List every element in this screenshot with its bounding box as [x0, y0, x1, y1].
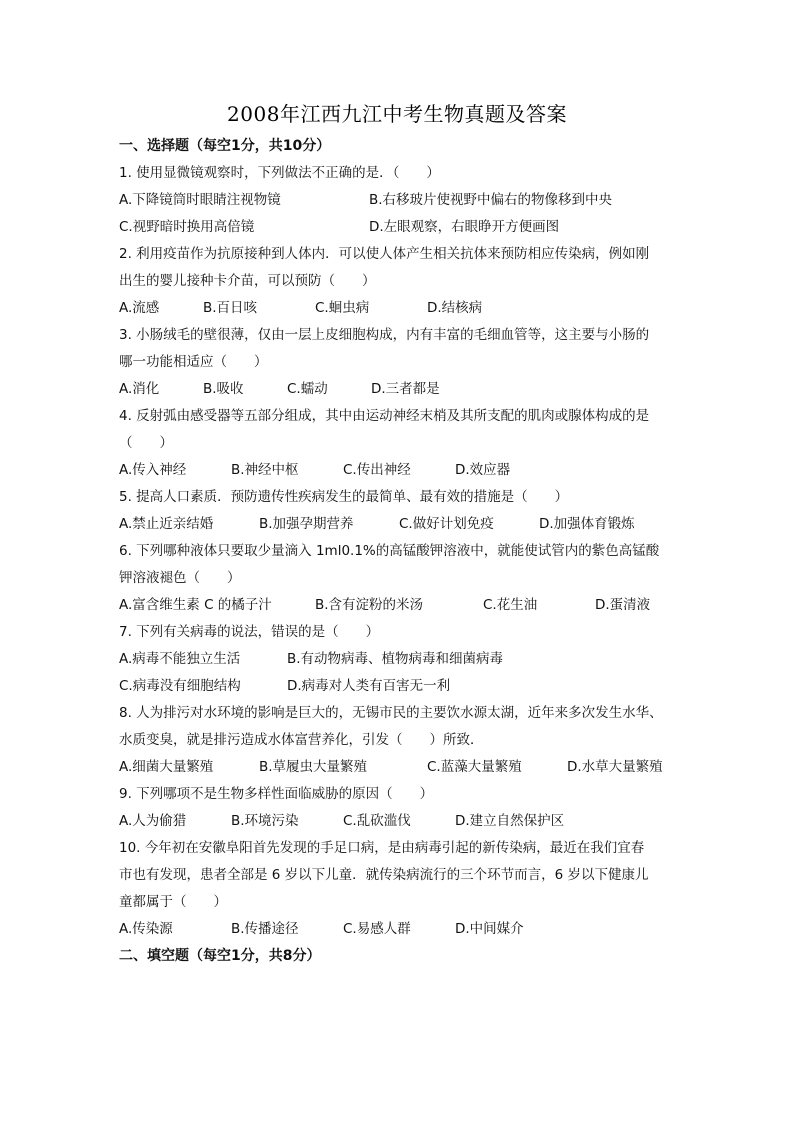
- question-2-text-line1: 2. 利用疫苗作为抗原接种到人体内．可以使人体产生相关抗体来预防相应传染病，例如刚: [119, 246, 650, 262]
- option-c: C.传出神经: [343, 462, 411, 478]
- question-8-text-line1: 8. 人为排污对水环境的影响是巨大的，无锡市民的主要饮水源太湖，近年来多次发生水华、: [119, 705, 663, 721]
- option-c: C.花生油: [483, 597, 538, 613]
- option-b: B.吸收: [203, 381, 244, 397]
- option-d: D.加强体育锻炼: [539, 516, 635, 532]
- question-3-text-line1: 3. 小肠绒毛的壁很薄，仅由一层上皮细胞构成，内有丰富的毛细血管等，这主要与小肠的: [119, 327, 650, 343]
- option-a: A.传入神经: [119, 462, 187, 478]
- option-b: B.传播途径: [231, 921, 299, 937]
- option-c: C.乱砍滥伐: [343, 813, 411, 829]
- option-c: C.易感人群: [343, 921, 411, 937]
- question-1-text: 1. 使用显微镜观察时，下列做法不正确的是．（ ）: [119, 165, 440, 181]
- option-a: A.禁止近亲结婚: [119, 516, 214, 532]
- option-d: D.三者都是: [371, 381, 440, 397]
- question-9-text: 9. 下列哪项不是生物多样性面临威胁的原因（ ）: [119, 786, 434, 802]
- question-4-text-line1: 4. 反射弧由感受器等五部分组成，其中由运动神经末梢及其所支配的肌肉或腺体构成的是: [119, 408, 650, 424]
- option-c: C.做好计划免疫: [399, 516, 494, 532]
- question-4-text-line2: （ ）: [119, 435, 173, 451]
- option-a: A.下降镜筒时眼睛注视物镜: [119, 192, 281, 208]
- option-b: B.含有淀粉的米汤: [315, 597, 424, 613]
- option-d: D.病毒对人类有百害无一利: [287, 678, 451, 694]
- option-b: B.右移玻片使视野中偏右的物像移到中央: [369, 192, 613, 208]
- option-a: A.病毒不能独立生活: [119, 651, 241, 667]
- option-a: A.细菌大量繁殖: [119, 759, 214, 775]
- option-b: B.草履虫大量繁殖: [259, 759, 368, 775]
- option-a: A.传染源: [119, 921, 173, 937]
- section-heading-choice: 一、选择题（每空1分，共10分）: [119, 138, 331, 154]
- option-d: D.效应器: [455, 462, 511, 478]
- option-b: B.有动物病毒、植物病毒和细菌病毒: [287, 651, 504, 667]
- question-10-text-line2: 市也有发现，患者全部是 6 岁以下儿童．就传染病流行的三个环节而言，6 岁以下健康儿: [119, 867, 649, 883]
- option-a: A.富含维生素 C 的橘子汁: [119, 597, 272, 613]
- question-10-text-line3: 童都属于（ ）: [119, 894, 227, 910]
- option-b: B.神经中枢: [231, 462, 299, 478]
- section-heading-fill-in: 二、填空题（每空1分，共8分）: [119, 948, 321, 964]
- option-c: C.蓝藻大量繁殖: [427, 759, 522, 775]
- option-d: D.结核病: [427, 300, 483, 316]
- page-title: 2008年江西九江中考生物真题及答案: [227, 102, 567, 126]
- option-d: D.蛋清液: [595, 597, 651, 613]
- question-8-text-line2: 水质变臭，就是排污造成水体富营养化，引发（ ）所致．: [119, 732, 484, 748]
- option-a: A.消化: [119, 381, 160, 397]
- option-a: A.人为偷猎: [119, 813, 187, 829]
- option-a: A.流感: [119, 300, 160, 316]
- question-10-text-line1: 10. 今年初在安徽阜阳首先发现的手足口病，是由病毒引起的新传染病，最近在我们宜春: [119, 840, 645, 856]
- option-d: D.建立自然保护区: [455, 813, 565, 829]
- question-3-text-line2: 哪一功能相适应（ ）: [119, 354, 268, 370]
- option-d: D.左眼观察，右眼睁开方便画图: [369, 219, 560, 235]
- option-d: D.中间媒介: [455, 921, 524, 937]
- question-7-text: 7. 下列有关病毒的说法，错误的是（ ）: [119, 624, 380, 640]
- option-b: B.环境污染: [231, 813, 299, 829]
- question-2-text-line2: 出生的婴儿接种卡介苗，可以预防（ ）: [119, 273, 376, 289]
- option-d: D.水草大量繁殖: [567, 759, 663, 775]
- option-c: C.视野暗时换用高倍镜: [119, 219, 255, 235]
- question-5-text: 5. 提高人口素质．预防遗传性疾病发生的最简单、最有效的措施是（ ）: [119, 489, 569, 505]
- question-6-text-line2: 钾溶液褪色（ ）: [119, 570, 241, 586]
- question-6-text-line1: 6. 下列哪种液体只要取少量滴入 1ml0.1%的高锰酸钾溶液中，就能使试管内的紫色高锰酸: [119, 543, 660, 559]
- option-c: C.蠕动: [287, 381, 328, 397]
- option-b: B.百日咳: [203, 300, 258, 316]
- option-b: B.加强孕期营养: [259, 516, 354, 532]
- option-c: C.病毒没有细胞结构: [119, 678, 241, 694]
- option-c: C.蛔虫病: [315, 300, 370, 316]
